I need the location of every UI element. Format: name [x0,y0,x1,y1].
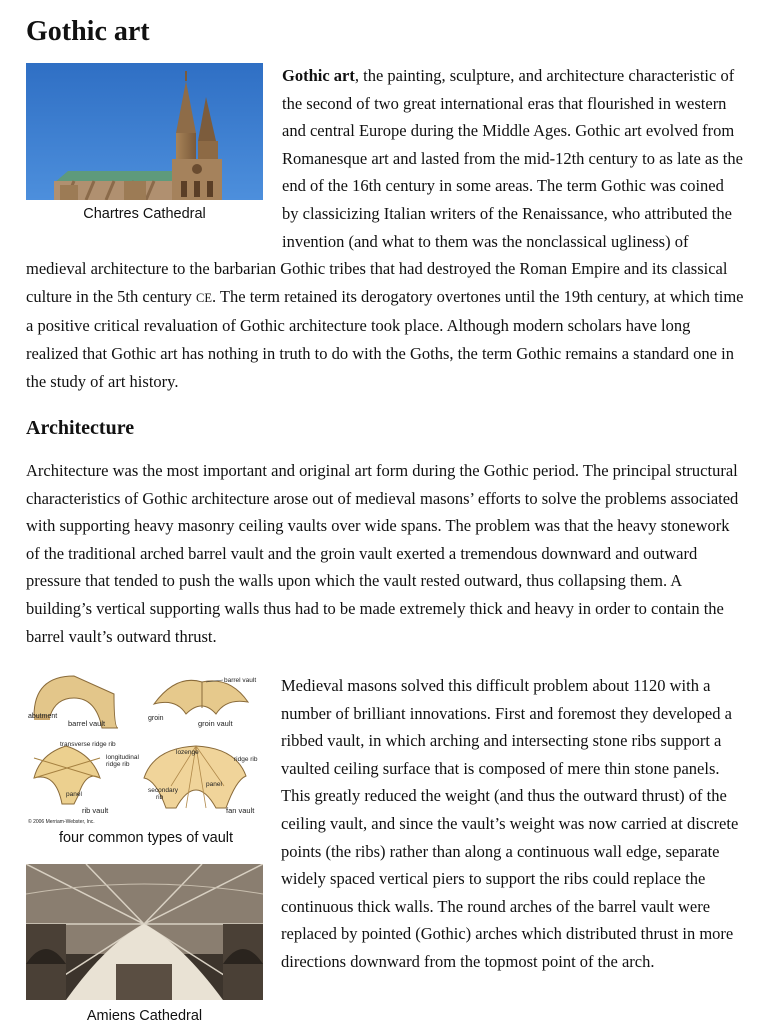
label-ridge-rib-2: ridge rib [234,756,258,763]
vault-types-diagram [26,668,266,828]
label-rib-vault: rib vault [82,806,109,815]
vaults-caption: four common types of vault [58,830,234,846]
label-groin-vault: groin vault [198,719,233,728]
intro-text-1: , the painting, sculpture, and architecture characteristic of the second of two great international eras that flourished in western and central Europe during the Middle Ages. Gothic art evolved from Romanesque art and lasted from the mid-12th century to as late as the end of the 16th century in some areas. The term Gothic was coined by classicizing Italian writers of the Renaissance, who attributed the invention (and what to them was the nonclassical ugliness) of medieval architecture to the barbarian Gothic tribes that had destroyed the Roman Empire and its classical culture in the 5th century [26,66,743,306]
chartres-caption: Chartres Cathedral [83,206,206,222]
label-barrel-vault-top: barrel vault [224,677,257,684]
intro-era: CE [196,290,212,305]
label-secondary: secondary [148,787,178,794]
label-barrel-vault: barrel vault [68,719,106,728]
label-fan-vault: fan vault [226,806,255,815]
intro-text-2: . The term retained its derogatory overtones until the 19th century, at which time a positive critical revaluation of Gothic architecture took place. Although modern scholars have long realized that Gothic art has nothing in truth to do with the Goths, the term Gothic remains a standard one in the study of art history. [26,286,744,391]
architecture-paragraph-2: Medieval masons solved this difficult problem about 1120 with a number of brilliant innovations. First and foremost they developed a ribbed vault, in which arching and intersecting stone ribs support a vaulted ceiling surface that is composed of mere thin stone panels. This greatly reduced the weight (and thus the outward thrust) of the ceiling vault, and since the vault’s weight was now carried at discrete points (the ribs) rather than along a continuous wall edge, separate widely spaced vertical piers to support the ribs could replace the continuous thick walls. The round arches of the barrel vault were replaced by pointed (Gothic) arches which distributed thrust in more directions downward from the topmost point of the arch. [281,676,739,971]
figure-spacer [26,62,282,252]
groin-vault-drawing [154,680,248,714]
intro-term: Gothic art [282,66,355,85]
architecture-heading: Architecture [26,417,135,439]
vaults-figure [26,668,266,846]
label-groin: groin [148,715,164,722]
label-panel-2: panel [206,781,222,788]
architecture-paragraph-1: Architecture was the most important and original art form during the Gothic period. The principal structural characteristics of Gothic architecture arose out of medieval masons’ efforts to solve the problems associated with supporting heavy masonry ceiling vaults over wide spans. The problem was that the heavy stonework of the traditional arched barrel vault and the groin vault exerted a tremendous downward and outward pressure that tended to push the walls upon which the vault rested outward, thus collapsing them. A building’s vertical supporting walls thus had to be made extremely thick and heavy in order to contain the barrel vault’s outward thrust. [26,461,739,646]
label-rib: rib [156,794,164,801]
amiens-caption: Amiens Cathedral [86,1008,203,1024]
label-ridge-rib: ridge rib [106,761,130,768]
label-copyright: © 2006 Merriam-Webster, Inc. [28,819,95,825]
label-panel: panel [66,791,82,798]
amiens-figure [26,864,263,1024]
amiens-cathedral-image [26,864,263,1000]
label-lozenge: lozenge [176,749,199,756]
label-abutment: abutment [28,713,58,720]
intro-paragraph [26,62,744,395]
label-longitudinal: longitudinal [106,754,139,761]
page-title: Gothic art [26,16,150,47]
label-transverse-rib: transverse ridge rib [60,741,116,748]
